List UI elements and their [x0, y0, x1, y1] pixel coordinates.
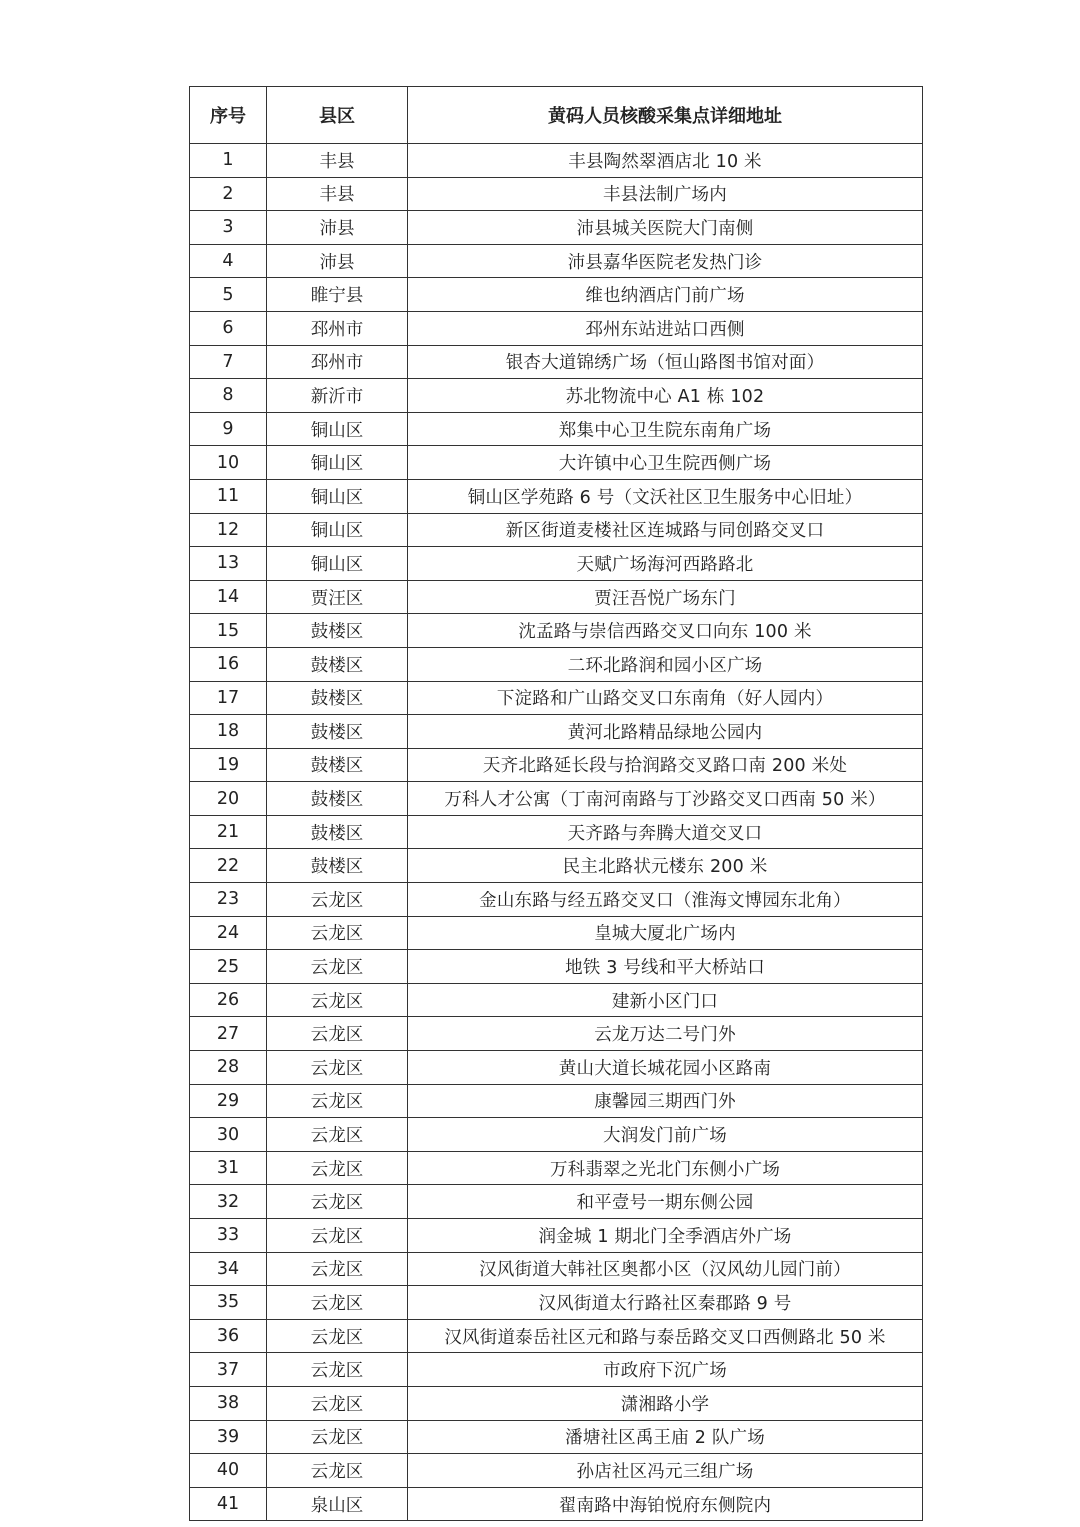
- cell-district: 沛县: [267, 211, 408, 245]
- cell-district: 鼓楼区: [267, 715, 408, 749]
- cell-district: 铜山区: [267, 513, 408, 547]
- cell-address: 银杏大道锦绣广场（恒山路图书馆对面）: [408, 345, 923, 379]
- cell-serial-number: 38: [190, 1386, 267, 1420]
- table-row: [190, 412, 923, 446]
- cell-serial-number: 1: [190, 144, 267, 178]
- cell-address: 邳州东站进站口西侧: [408, 311, 923, 345]
- cell-serial-number: 7: [190, 345, 267, 379]
- cell-district: 鼓楼区: [267, 849, 408, 883]
- cell-address: 天齐路与奔腾大道交叉口: [408, 815, 923, 849]
- cell-address: 大许镇中心卫生院西侧广场: [408, 446, 923, 480]
- cell-district: 邳州市: [267, 345, 408, 379]
- table-row: [190, 1151, 923, 1185]
- cell-district: 云龙区: [267, 1118, 408, 1152]
- cell-address: 苏北物流中心 A1 栋 102: [408, 379, 923, 413]
- table-row: [190, 244, 923, 278]
- cell-address: 民主北路状元楼东 200 米: [408, 849, 923, 883]
- cell-district: 鼓楼区: [267, 681, 408, 715]
- table-row: [190, 446, 923, 480]
- cell-address: 黄山大道长城花园小区路南: [408, 1051, 923, 1085]
- table-row: [190, 614, 923, 648]
- cell-address: 翟南路中海铂悦府东侧院内: [408, 1487, 923, 1521]
- table-row: [190, 547, 923, 581]
- cell-district: 鼓楼区: [267, 815, 408, 849]
- header-district: 县区: [267, 87, 408, 144]
- cell-district: 鼓楼区: [267, 614, 408, 648]
- cell-serial-number: 41: [190, 1487, 267, 1521]
- cell-address: 汉风街道太行路社区秦郡路 9 号: [408, 1286, 923, 1320]
- table-row: [190, 681, 923, 715]
- cell-address: 康馨园三期西门外: [408, 1084, 923, 1118]
- cell-serial-number: 34: [190, 1252, 267, 1286]
- table-row: [190, 1118, 923, 1152]
- cell-address: 地铁 3 号线和平大桥站口: [408, 950, 923, 984]
- cell-serial-number: 35: [190, 1286, 267, 1320]
- cell-address: 贾汪吾悦广场东门: [408, 580, 923, 614]
- table-row: [190, 647, 923, 681]
- table-row: [190, 782, 923, 816]
- table-row: [190, 1252, 923, 1286]
- cell-address: 汉风街道大韩社区奥都小区（汉风幼儿园门前）: [408, 1252, 923, 1286]
- table-row: [190, 748, 923, 782]
- cell-district: 云龙区: [267, 1386, 408, 1420]
- cell-district: 鼓楼区: [267, 782, 408, 816]
- cell-district: 云龙区: [267, 1286, 408, 1320]
- cell-address: 大润发门前广场: [408, 1118, 923, 1152]
- cell-district: 丰县: [267, 144, 408, 178]
- cell-address: 下淀路和广山路交叉口东南角（好人园内）: [408, 681, 923, 715]
- table-row: [190, 1286, 923, 1320]
- collection-sites-table: [189, 86, 923, 1521]
- cell-district: 新沂市: [267, 379, 408, 413]
- cell-serial-number: 15: [190, 614, 267, 648]
- table-row: [190, 1219, 923, 1253]
- cell-address: 黄河北路精品绿地公园内: [408, 715, 923, 749]
- table-row: [190, 1454, 923, 1488]
- cell-address: 万科人才公寓（丁南河南路与丁沙路交叉口西南 50 米）: [408, 782, 923, 816]
- cell-serial-number: 22: [190, 849, 267, 883]
- cell-address: 沛县嘉华医院老发热门诊: [408, 244, 923, 278]
- cell-district: 泉山区: [267, 1487, 408, 1521]
- cell-address: 郑集中心卫生院东南角广场: [408, 412, 923, 446]
- cell-serial-number: 19: [190, 748, 267, 782]
- cell-serial-number: 2: [190, 177, 267, 211]
- cell-serial-number: 14: [190, 580, 267, 614]
- table-body: [190, 144, 923, 1521]
- cell-address: 建新小区门口: [408, 983, 923, 1017]
- header-address: 黄码人员核酸采集点详细地址: [408, 87, 923, 144]
- cell-district: 沛县: [267, 244, 408, 278]
- cell-district: 云龙区: [267, 1420, 408, 1454]
- cell-district: 云龙区: [267, 1084, 408, 1118]
- table-row: [190, 950, 923, 984]
- cell-serial-number: 31: [190, 1151, 267, 1185]
- cell-serial-number: 8: [190, 379, 267, 413]
- cell-serial-number: 18: [190, 715, 267, 749]
- table-row: [190, 580, 923, 614]
- table-row: [190, 1487, 923, 1521]
- cell-serial-number: 32: [190, 1185, 267, 1219]
- cell-serial-number: 37: [190, 1353, 267, 1387]
- table-row: [190, 1051, 923, 1085]
- cell-address: 万科翡翠之光北门东侧小广场: [408, 1151, 923, 1185]
- cell-district: 鼓楼区: [267, 647, 408, 681]
- cell-district: 铜山区: [267, 446, 408, 480]
- cell-serial-number: 23: [190, 883, 267, 917]
- cell-district: 贾汪区: [267, 580, 408, 614]
- cell-serial-number: 11: [190, 479, 267, 513]
- cell-serial-number: 24: [190, 916, 267, 950]
- cell-address: 皇城大厦北广场内: [408, 916, 923, 950]
- table-row: [190, 1353, 923, 1387]
- cell-address: 天赋广场海河西路路北: [408, 547, 923, 581]
- cell-district: 铜山区: [267, 412, 408, 446]
- table-row: [190, 916, 923, 950]
- cell-address: 铜山区学苑路 6 号（文沃社区卫生服务中心旧址）: [408, 479, 923, 513]
- cell-serial-number: 10: [190, 446, 267, 480]
- cell-serial-number: 40: [190, 1454, 267, 1488]
- table-row: [190, 479, 923, 513]
- cell-serial-number: 3: [190, 211, 267, 245]
- cell-address: 和平壹号一期东侧公园: [408, 1185, 923, 1219]
- cell-serial-number: 9: [190, 412, 267, 446]
- table-row: [190, 311, 923, 345]
- table-row: [190, 1185, 923, 1219]
- cell-serial-number: 5: [190, 278, 267, 312]
- cell-serial-number: 29: [190, 1084, 267, 1118]
- cell-address: 丰县法制广场内: [408, 177, 923, 211]
- cell-district: 铜山区: [267, 547, 408, 581]
- cell-address: 潇湘路小学: [408, 1386, 923, 1420]
- cell-district: 云龙区: [267, 1151, 408, 1185]
- cell-address: 潘塘社区禹王庙 2 队广场: [408, 1420, 923, 1454]
- cell-serial-number: 17: [190, 681, 267, 715]
- table-row: [190, 1420, 923, 1454]
- cell-serial-number: 39: [190, 1420, 267, 1454]
- table-row: [190, 278, 923, 312]
- cell-district: 云龙区: [267, 1051, 408, 1085]
- cell-address: 二环北路润和园小区广场: [408, 647, 923, 681]
- cell-serial-number: 21: [190, 815, 267, 849]
- cell-district: 云龙区: [267, 1185, 408, 1219]
- cell-serial-number: 6: [190, 311, 267, 345]
- cell-district: 云龙区: [267, 1353, 408, 1387]
- table-row: [190, 1017, 923, 1051]
- table-row: [190, 849, 923, 883]
- cell-district: 丰县: [267, 177, 408, 211]
- cell-serial-number: 30: [190, 1118, 267, 1152]
- cell-serial-number: 20: [190, 782, 267, 816]
- table-row: [190, 983, 923, 1017]
- cell-district: 云龙区: [267, 1219, 408, 1253]
- cell-district: 鼓楼区: [267, 748, 408, 782]
- cell-address: 金山东路与经五路交叉口（淮海文博园东北角）: [408, 883, 923, 917]
- cell-address: 汉风街道泰岳社区元和路与泰岳路交叉口西侧路北 50 米: [408, 1319, 923, 1353]
- table-row: [190, 1386, 923, 1420]
- cell-district: 云龙区: [267, 1319, 408, 1353]
- cell-address: 新区街道麦楼社区连城路与同创路交叉口: [408, 513, 923, 547]
- table-row: [190, 513, 923, 547]
- table-row: [190, 144, 923, 178]
- cell-district: 邳州市: [267, 311, 408, 345]
- table-row: [190, 379, 923, 413]
- cell-serial-number: 33: [190, 1219, 267, 1253]
- header-row: [190, 87, 923, 144]
- cell-district: 云龙区: [267, 1017, 408, 1051]
- cell-serial-number: 28: [190, 1051, 267, 1085]
- cell-serial-number: 16: [190, 647, 267, 681]
- cell-district: 睢宁县: [267, 278, 408, 312]
- cell-serial-number: 12: [190, 513, 267, 547]
- cell-address: 润金城 1 期北门全季酒店外广场: [408, 1219, 923, 1253]
- cell-address: 天齐北路延长段与拾润路交叉路口南 200 米处: [408, 748, 923, 782]
- table-row: [190, 1319, 923, 1353]
- table-header: [190, 87, 923, 144]
- table-row: [190, 211, 923, 245]
- table-row: [190, 345, 923, 379]
- cell-serial-number: 13: [190, 547, 267, 581]
- cell-address: 孙店社区冯元三组广场: [408, 1454, 923, 1488]
- cell-district: 云龙区: [267, 1252, 408, 1286]
- cell-address: 沛县城关医院大门南侧: [408, 211, 923, 245]
- cell-district: 云龙区: [267, 1454, 408, 1488]
- table-row: [190, 1084, 923, 1118]
- cell-district: 铜山区: [267, 479, 408, 513]
- cell-serial-number: 4: [190, 244, 267, 278]
- cell-address: 维也纳酒店门前广场: [408, 278, 923, 312]
- header-serial-number: 序号: [190, 87, 267, 144]
- table-row: [190, 883, 923, 917]
- cell-district: 云龙区: [267, 983, 408, 1017]
- table-row: [190, 177, 923, 211]
- cell-district: 云龙区: [267, 916, 408, 950]
- cell-serial-number: 25: [190, 950, 267, 984]
- cell-district: 云龙区: [267, 883, 408, 917]
- cell-serial-number: 36: [190, 1319, 267, 1353]
- cell-address: 市政府下沉广场: [408, 1353, 923, 1387]
- cell-address: 云龙万达二号门外: [408, 1017, 923, 1051]
- cell-serial-number: 26: [190, 983, 267, 1017]
- cell-serial-number: 27: [190, 1017, 267, 1051]
- table-row: [190, 815, 923, 849]
- cell-address: 丰县陶然翠酒店北 10 米: [408, 144, 923, 178]
- cell-address: 沈孟路与崇信西路交叉口向东 100 米: [408, 614, 923, 648]
- table-row: [190, 715, 923, 749]
- cell-district: 云龙区: [267, 950, 408, 984]
